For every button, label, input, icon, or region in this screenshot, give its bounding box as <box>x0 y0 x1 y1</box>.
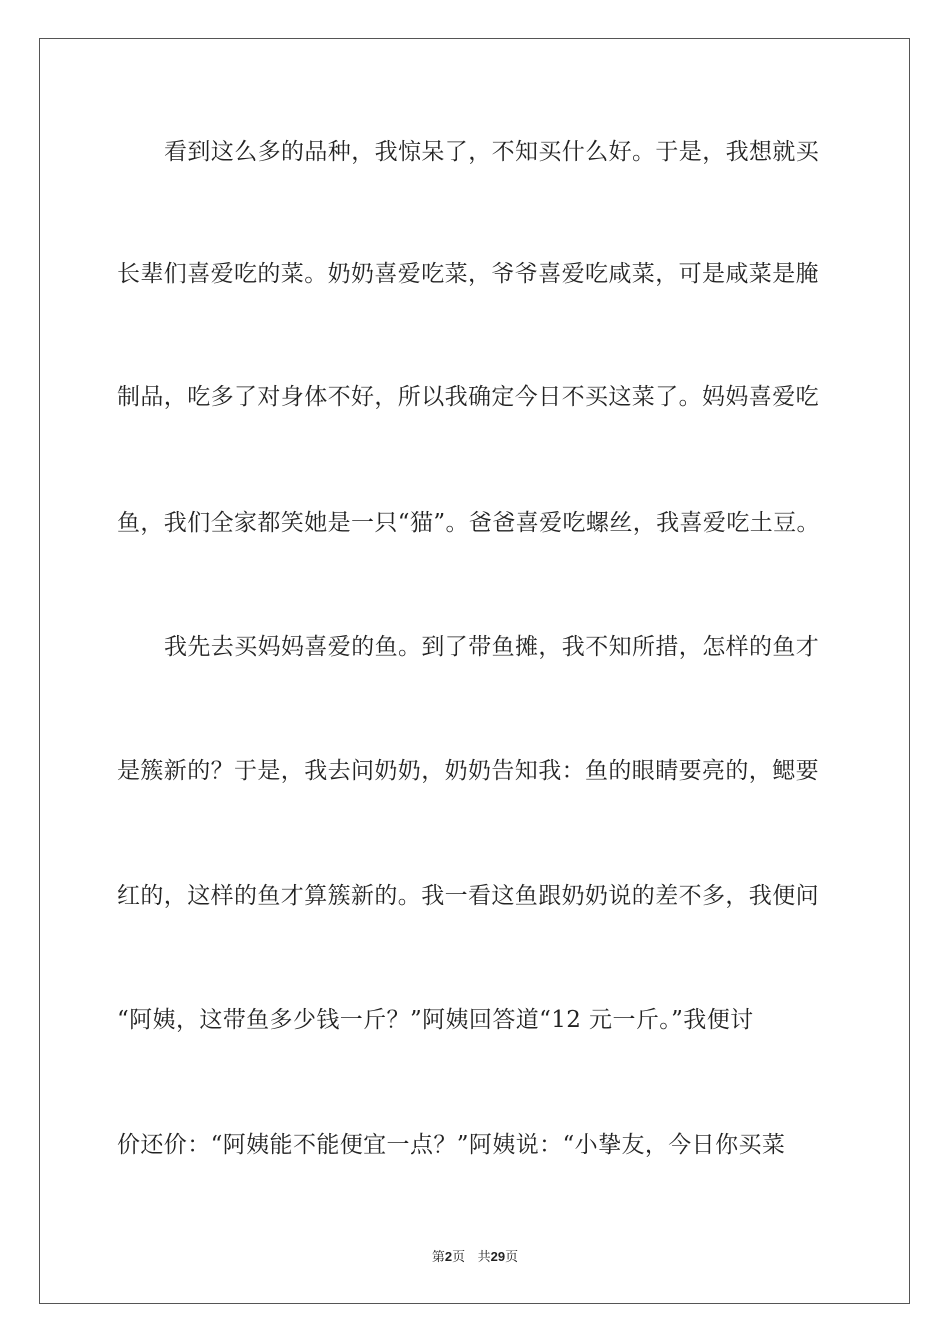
page-prefix: 第 <box>431 1250 445 1265</box>
text-line-7: 红的，这样的鱼才算簇新的。我一看这鱼跟奶奶说的差不多，我便问 <box>117 883 819 909</box>
text-line-8: “阿姨，这带鱼多少钱一斤？”阿姨回答道“12 元一斤。”我便讨 <box>117 1007 754 1033</box>
text-line-1: 看到这么多的品种，我惊呆了，不知买什么好。于是，我想就买 <box>164 139 820 165</box>
total-suffix: 页 <box>505 1250 519 1265</box>
text-line-4: 鱼，我们全家都笑她是一只“猫”。爸爸喜爱吃螺丝，我喜爱吃土豆。 <box>117 510 820 536</box>
text-line-2: 长辈们喜爱吃的菜。奶奶喜爱吃菜，爷爷喜爱吃咸菜，可是咸菜是腌 <box>117 261 819 287</box>
total-prefix: 共 <box>477 1250 491 1265</box>
text-line-5: 我先去买妈妈喜爱的鱼。到了带鱼摊，我不知所措，怎样的鱼才 <box>164 634 820 660</box>
total-pages: 29 <box>490 1249 506 1264</box>
page-footer <box>0 1246 950 1265</box>
page-frame <box>39 38 910 1304</box>
text-line-6: 是簇新的？于是，我去问奶奶，奶奶告知我：鱼的眼睛要亮的，鳃要 <box>117 758 819 784</box>
page-suffix: 页 <box>452 1250 466 1265</box>
text-line-9: 价还价：“阿姨能不能便宜一点？”阿姨说：“小挚友，今日你买菜 <box>117 1132 786 1158</box>
text-line-3: 制品，吃多了对身体不好，所以我确定今日不买这菜了。妈妈喜爱吃 <box>117 384 819 410</box>
page-number: 2 <box>444 1249 453 1264</box>
